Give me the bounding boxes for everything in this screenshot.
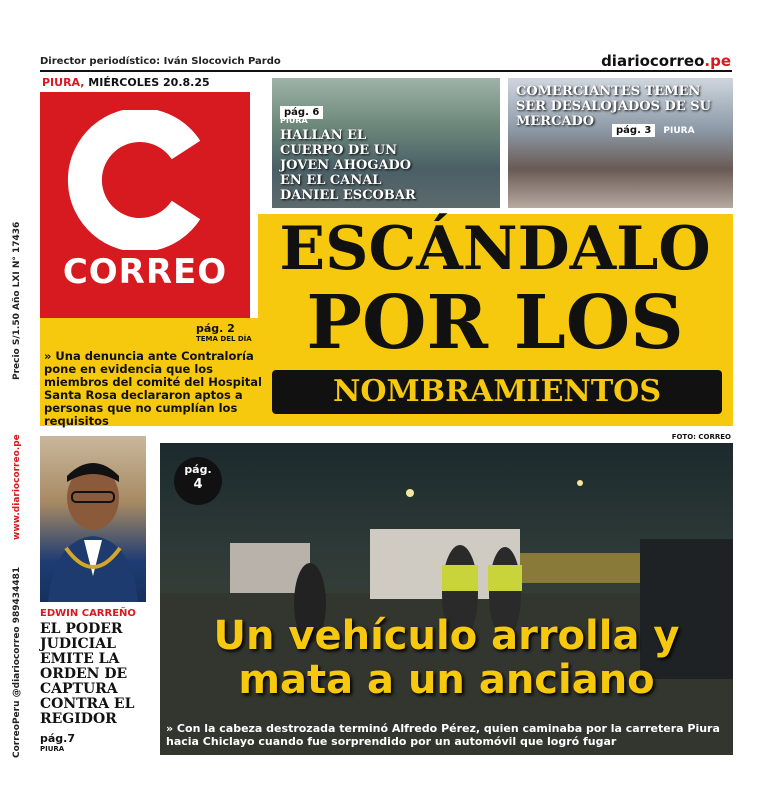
side-strip <box>10 221 30 760</box>
main-headline-line3: NOMBRAMIENTOS <box>272 370 722 414</box>
sidebar-place: PIURA <box>40 745 65 753</box>
main-headline-line2: POR LOS <box>306 280 684 366</box>
dateline-date: MIÉRCOLES 20.8.25 <box>84 76 210 89</box>
story2-place: PIURA <box>663 126 695 136</box>
sidebar-headline: EL PODER JUDICIAL EMITE LA ORDEN DE CAPTURA CONTRA EL REGIDOR <box>40 621 135 727</box>
person-icon <box>40 436 146 602</box>
site-tld: .pe <box>704 52 731 70</box>
director-line: Director periodístico: Iván Slocovich Pardo <box>40 56 281 67</box>
site-url[interactable] <box>601 52 731 70</box>
sidebar-page-ref <box>40 732 75 753</box>
site-name: diariocorreo <box>601 52 705 70</box>
photo-credit: FOTO: CORREO <box>671 433 731 441</box>
c-letter-icon <box>58 110 232 250</box>
scene-illustration <box>160 443 733 755</box>
main-tag: TEMA DEL DÍA <box>196 335 252 343</box>
story2-page: pág. 3 <box>612 124 655 137</box>
bottom-page-badge <box>174 457 222 505</box>
dateline <box>42 76 210 89</box>
bottom-page-word: pág. <box>184 463 212 476</box>
header-rule <box>40 70 732 72</box>
main-lead: » Una denuncia ante Contraloría pone en evidencia que los miembros del comité del Hospital Santa Rosa declararon aptos a personas que no cumplían los requisitos <box>44 349 263 428</box>
dateline-city: PIURA, <box>42 76 85 89</box>
main-headline-line1: ESCÁNDALO <box>279 214 711 284</box>
story2-page-badge <box>612 118 695 137</box>
story2-headline: COMERCIANTES TEMEN SER DESALOJADOS DE SU MERCADO <box>516 84 711 129</box>
main-page-ref <box>196 322 252 343</box>
accident-photo[interactable] <box>160 443 733 755</box>
bottom-page-num: 4 <box>193 477 203 492</box>
logo-wordmark: CORREO <box>62 252 228 292</box>
price-issue: Precio S/1.50 Año LXI N° 17436 <box>12 221 22 380</box>
social-handles: CorreoPeru @diariocorreo 989434481 <box>12 566 22 758</box>
bottom-caption: » Con la cabeza destrozada terminó Alfredo Pérez, quien caminaba por la carretera Piura hacia Chiclayo cuando fue sorprendido por un automóvil que logró fugar <box>166 722 720 748</box>
regidor-portrait[interactable] <box>40 436 146 602</box>
web-address[interactable]: www.diariocorreo.pe <box>12 434 22 540</box>
sidebar-page: pág.7 <box>40 732 76 745</box>
story1-place: PIURA <box>280 116 308 125</box>
sidebar-name: EDWIN CARREÑO <box>40 608 136 619</box>
story1-headline: HALLAN EL CUERPO DE UN JOVEN AHOGADO EN EL CANAL DANIEL ESCOBAR <box>280 128 416 203</box>
story2-photo[interactable] <box>508 78 733 208</box>
story1-photo[interactable] <box>272 78 500 208</box>
bottom-headline: Un vehículo arrolla y mata a un anciano <box>213 613 680 703</box>
main-page: pág. 2 <box>196 322 235 335</box>
story1-page: pág. 6 <box>280 106 323 119</box>
